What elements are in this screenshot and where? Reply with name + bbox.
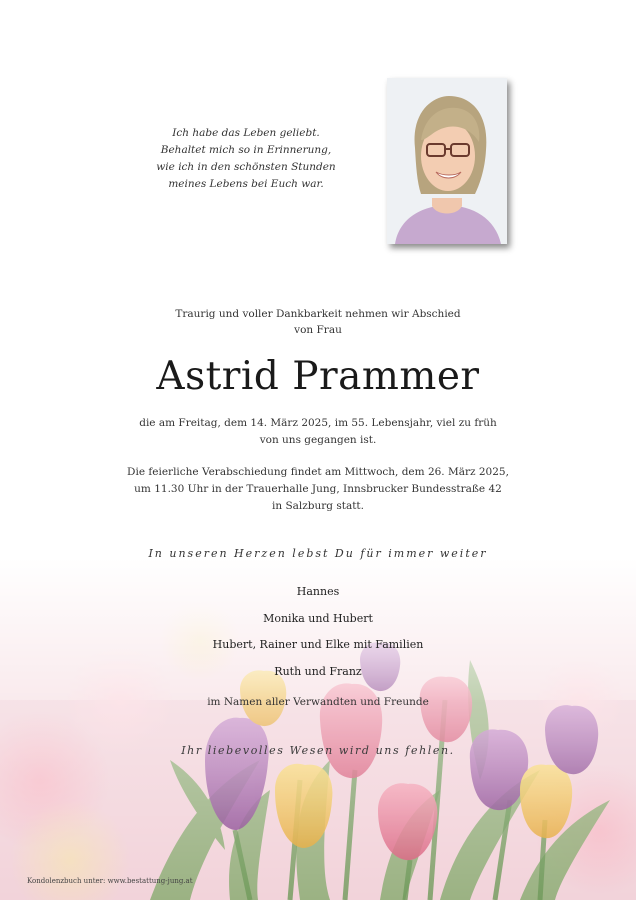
verse-line: meines Lebens bei Euch war. — [168, 178, 324, 190]
death-notice-line: die am Freitag, dem 14. März 2025, im 55. Lebensjahr, viel zu früh — [139, 417, 497, 429]
intro-line: von Frau — [294, 324, 342, 336]
verse-line: Behaltet mich so in Erinnerung, — [160, 144, 332, 156]
verse-line: wie ich in den schönsten Stunden — [156, 161, 336, 173]
mourner-item: Hubert, Rainer und Elke mit Familien — [212, 638, 424, 651]
mourners-list — [118, 582, 518, 688]
ceremony-info — [98, 464, 538, 515]
closing-text: Ihr liebevolles Wesen wird uns fehlen. — [181, 744, 455, 757]
intro-text — [118, 306, 518, 338]
ceremony-line: um 11.30 Uhr in der Trauerhalle Jung, Innsbrucker Bundesstraße 42 — [134, 483, 502, 495]
ceremony-line: in Salzburg statt. — [271, 500, 364, 512]
motto-text: In unseren Herzen lebst Du für immer weiter — [148, 547, 488, 560]
verse-text — [128, 125, 364, 193]
relatives-text: im Namen aller Verwandten und Freunde — [207, 696, 429, 708]
deceased-name: Astrid Prammer — [156, 354, 480, 399]
portrait-image — [387, 78, 507, 244]
verse-line: Ich habe das Leben geliebt. — [172, 127, 320, 139]
condolence-footer-link[interactable]: Kondolenzbuch unter: www.bestattung-jung.at — [27, 877, 193, 885]
portrait-photo — [387, 78, 507, 244]
ceremony-line: Die feierliche Verabschiedung findet am Mittwoch, dem 26. März 2025, — [127, 466, 509, 478]
intro-line: Traurig und voller Dankbarkeit nehmen wir Abschied — [175, 308, 461, 320]
mourner-item: Ruth und Franz — [274, 664, 362, 678]
mourner-item: Monika und Hubert — [263, 611, 373, 625]
death-notice — [98, 415, 538, 449]
mourner-item: Hannes — [296, 585, 340, 598]
death-notice-line: von uns gegangen ist. — [259, 434, 377, 446]
